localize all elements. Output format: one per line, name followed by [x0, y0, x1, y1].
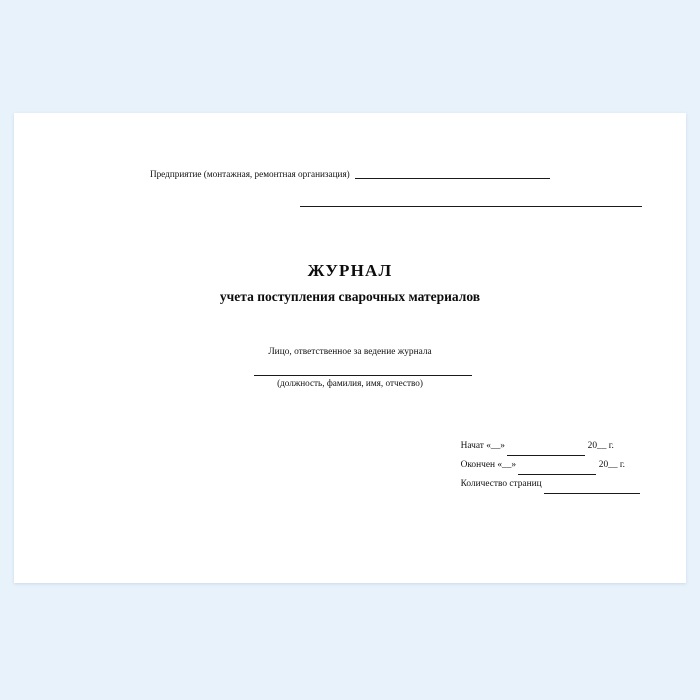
enterprise-field-row	[14, 169, 686, 179]
finished-suffix: г.	[619, 460, 626, 470]
started-blank-line	[507, 446, 585, 456]
document-content	[14, 113, 686, 583]
pages-label: Количество страниц	[460, 479, 542, 489]
responsible-blank-line	[254, 375, 472, 376]
responsible-person-label: Лицо, ответственное за ведение журнала	[268, 347, 432, 357]
finished-row	[461, 456, 640, 475]
responsible-caption: (должность, фамилия, имя, отчество)	[277, 378, 423, 388]
document-page	[14, 113, 686, 583]
started-label: Начат «__»	[460, 441, 505, 451]
finished-label: Окончен «__»	[460, 460, 517, 470]
started-row	[461, 437, 640, 456]
pages-row	[461, 475, 640, 494]
footer-fields	[461, 437, 640, 494]
page-title: ЖУРНАЛ	[307, 261, 393, 280]
finished-year: 20__	[598, 460, 618, 470]
page-subtitle: учета поступления сварочных материалов	[219, 289, 481, 304]
finished-blank-line	[518, 465, 596, 475]
started-year: 20__	[587, 441, 607, 451]
pages-blank-line	[544, 484, 640, 494]
enterprise-blank-line-2	[300, 206, 642, 207]
started-suffix: г.	[608, 441, 614, 451]
enterprise-blank-line-1	[355, 169, 550, 179]
enterprise-label: Предприятие (монтажная, ремонтная организация)	[149, 169, 350, 179]
